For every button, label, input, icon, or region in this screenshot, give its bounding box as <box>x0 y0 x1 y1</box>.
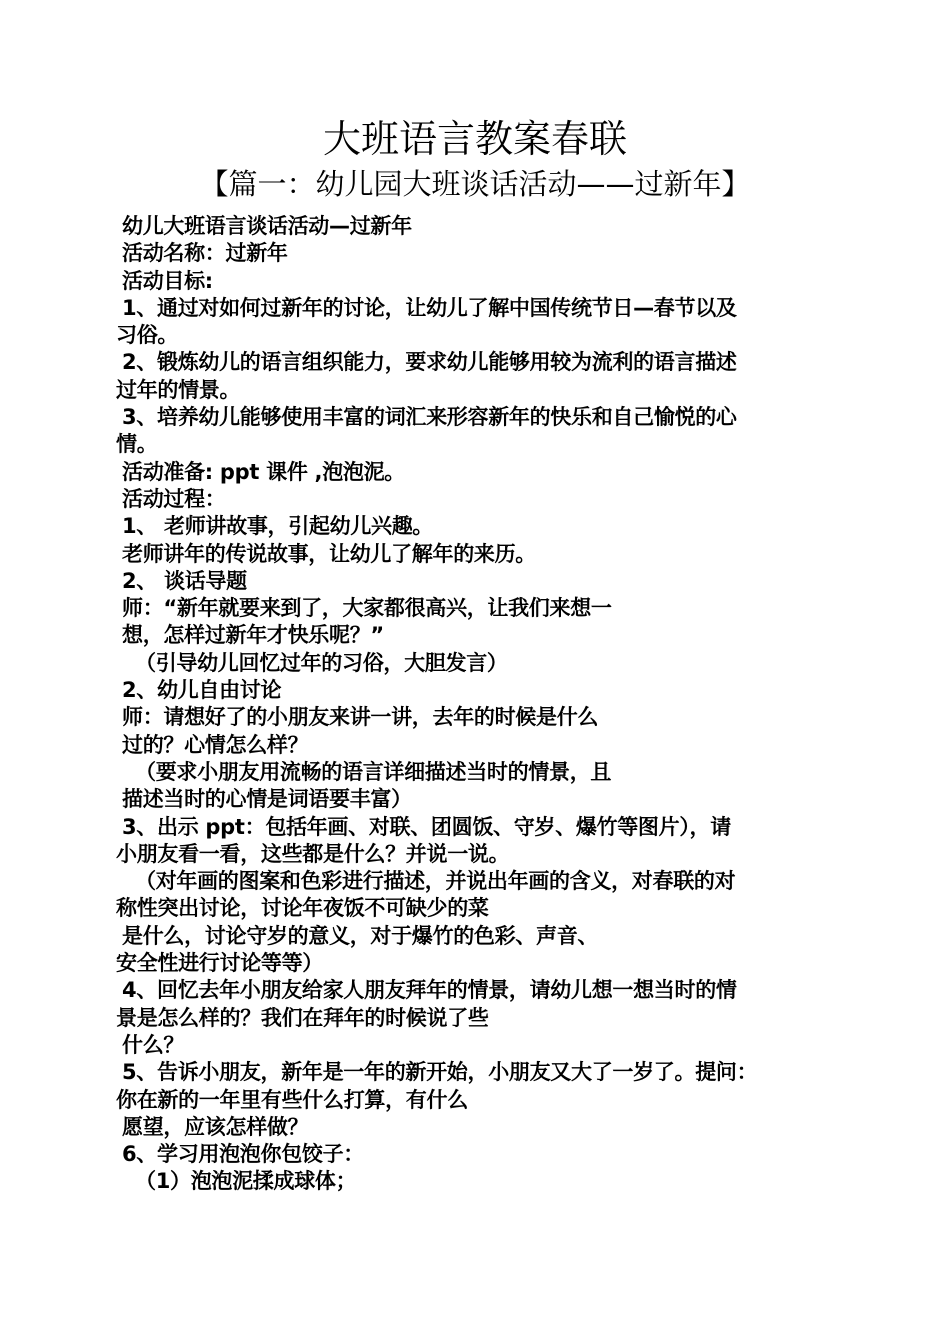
body-line: 1、 老师讲故事，引起幼儿兴趣。 <box>122 514 434 539</box>
document-subtitle: 【篇一：幼儿园大班谈话活动——过新年】 <box>199 167 751 201</box>
body-line: （1）泡泡泥揉成球体； <box>135 1169 357 1194</box>
body-line: 习俗。 <box>116 323 179 348</box>
body-line: （对年画的图案和色彩进行描述，并说出年画的含义，对春联的对 <box>135 869 736 894</box>
body-line: 2、幼儿自由讨论 <box>122 678 282 703</box>
body-line: 师：请想好了的小朋友来讲一讲，去年的时候是什么 <box>122 705 599 730</box>
body-line: 活动目标: <box>122 268 213 293</box>
body-line: 活动准备: ppt 课件 ,泡泡泥。 <box>122 459 406 484</box>
body-line: 情。 <box>116 432 158 457</box>
body-line: 什么？ <box>122 1032 185 1057</box>
body-line: 幼儿大班语言谈话活动—过新年 <box>122 214 412 238</box>
body-line: 安全性进行讨论等等） <box>116 951 323 976</box>
body-line: 描述当时的心情是词语要丰富） <box>122 787 412 812</box>
body-line: 1、通过对如何过新年的讨论，让幼儿了解中国传统节日—春节以及 <box>122 295 737 320</box>
body-line: 过年的情景。 <box>116 377 241 402</box>
body-line: 老师讲年的传说故事，让幼儿了解年的来历。 <box>122 541 536 566</box>
body-line: 活动名称：过新年 <box>122 241 288 266</box>
body-line: 5、告诉小朋友，新年是一年的新开始，小朋友又大了一岁了。提问： <box>122 1060 758 1085</box>
body-line: 3、培养幼儿能够使用丰富的词汇来形容新年的快乐和自己愉悦的心 <box>122 405 737 430</box>
body-line: （要求小朋友用流畅的语言详细描述当时的情景，且 <box>135 759 612 784</box>
body-line: 称性突出讨论，讨论年夜饭不可缺少的菜 <box>116 896 489 921</box>
body-line: 愿望，应该怎样做？ <box>122 1114 309 1139</box>
body-line: 过的？心情怎么样？ <box>122 732 309 757</box>
body-line: 你在新的一年里有些什么打算，有什么 <box>116 1087 468 1112</box>
body-line: 景是怎么样的？我们在拜年的时候说了些 <box>116 1005 489 1030</box>
document-title: 大班语言教案春联 <box>322 117 627 161</box>
body-line: 是什么，讨论守岁的意义，对于爆竹的色彩、声音、 <box>122 923 599 948</box>
body-line: 活动过程： <box>122 486 226 511</box>
body-line: 6、学习用泡泡你包饺子： <box>122 1142 365 1167</box>
body-line: 2、锻炼幼儿的语言组织能力，要求幼儿能够用较为流利的语言描述 <box>122 350 737 375</box>
body-line: 3、出示 ppt：包括年画、对联、团圆饭、守岁、爆竹等图片），请 <box>122 814 731 839</box>
body-line: 想，怎样过新年才快乐呢？” <box>122 623 384 648</box>
body-line: 师：“新年就要来到了，大家都很高兴，让我们来想一 <box>122 596 612 621</box>
body-line: 小朋友看一看，这些都是什么？并说一说。 <box>116 841 510 866</box>
document-body <box>116 213 846 1196</box>
body-line: 2、 谈话导题 <box>122 568 247 593</box>
body-line: 4、回忆去年小朋友给家人朋友拜年的情景，请幼儿想一想当时的情 <box>122 978 737 1003</box>
body-line: （引导幼儿回忆过年的习俗，大胆发言） <box>135 650 508 675</box>
